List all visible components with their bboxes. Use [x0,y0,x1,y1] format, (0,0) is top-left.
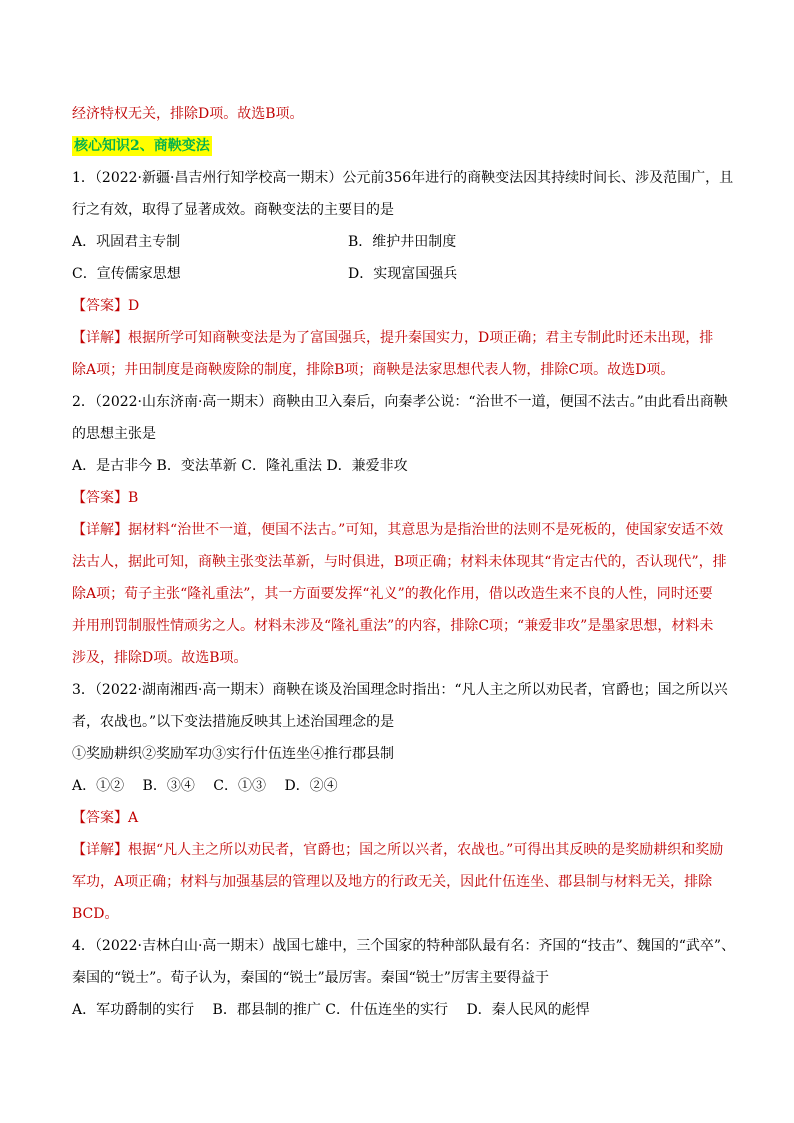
q2-detail-line-1 [72,514,732,546]
q1-answer-tag: 【答案】 [72,298,128,314]
question-3 [72,674,732,930]
q1-detail-tag: 【详解】 [72,330,128,346]
q3-detail-text-1: 根据“凡人主之所以劝民者，官爵也；国之所以兴者，农战也。”可得出其反映的是奖励耕织和奖励 [128,842,724,858]
q3-stem-line-2: 者，农战也。”以下变法措施反映其上述治国理念的是 [72,714,395,730]
q2-answer [72,482,732,514]
q1-options-row-1 [72,226,732,258]
q1-detail-line-1 [72,322,732,354]
q3-answer [72,802,732,834]
q1-stem-line-1: 1．（2022·新疆·昌吉州行知学校高一期末）公元前356年进行的商鞅变法因其持续时间长、涉及范围广，且 [72,170,734,186]
q1-option-c: C．宣传儒家思想 [72,266,181,282]
q1-options-row-2 [72,258,732,290]
q3-detail-tag: 【详解】 [72,842,128,858]
q2-stem-line-1: 2．（2022·山东济南·高一期末）商鞅由卫入秦后，向秦孝公说：“治世不一道，便国不法古。”由此看出商鞅 [72,394,728,410]
question-2 [72,386,732,674]
question-1 [72,162,732,386]
section-heading-line [72,130,732,162]
q1-option-b: B．维护井田制度 [348,234,457,250]
q4-options: A．军功爵制的实行 B．郡县制的推广 C．什伍连坐的实行 D．秦人民风的彪悍 [72,1002,590,1018]
q2-stem-line-2: 的思想主张是 [72,426,156,442]
q3-detail-line-3: BCD。 [72,906,119,922]
q2-answer-tag: 【答案】 [72,490,128,506]
q3-items: ①奖励耕织②奖励军功③实行什伍连坐④推行郡县制 [72,746,394,762]
q2-detail-line-3: 除A项；荀子主张“隆礼重法”，其一方面要发挥“礼义”的教化作用，借以改造生来不良的人性，同时还要 [72,586,713,602]
q3-stem-line-1: 3．（2022·湖南湘西·高一期末）商鞅在谈及治国理念时指出：“凡人主之所以劝民者，官爵也；国之所以兴 [72,682,728,698]
q2-detail-tag: 【详解】 [72,522,128,538]
q4-stem-line-1: 4．（2022·吉林白山·高一期末）战国七雄中，三个国家的特种部队最有名：齐国的“技击”、魏国的“武卒”、 [72,938,736,954]
q4-stem-line-2: 秦国的“锐士”。荀子认为，秦国的“锐士”最厉害。秦国“锐士”厉害主要得益于 [72,970,549,986]
q3-options: A．①② B．③④ C．①③ D．②④ [72,778,338,794]
q1-detail-line-2: 除A项；井田制度是商鞅废除的制度，排除B项；商鞅是法家思想代表人物，排除C项。故选D项。 [72,362,675,378]
q1-option-d: D．实现富国强兵 [348,266,458,282]
q2-options: A．是古非今 B．变法革新 C．隆礼重法 D．兼爱非攻 [72,458,408,474]
q2-answer-value: B [128,490,139,506]
q1-option-a: A．巩固君主专制 [72,234,181,250]
q3-answer-value: A [128,810,139,826]
q1-stem-line-2: 行之有效，取得了显著成效。商鞅变法的主要目的是 [72,202,394,218]
previous-detail-tail: 经济特权无关，排除D项。故选B项。 [72,106,304,122]
q2-detail-line-4: 并用刑罚制服性情顽劣之人。材料未涉及“隆礼重法”的内容，排除C项；“兼爱非攻”是墨家思想，材料未 [72,618,714,634]
q3-detail-line-2: 军功，A项正确；材料与加强基层的管理以及地方的行政无关，因此什伍连坐、郡县制与材料无关，排除 [72,874,713,890]
q2-detail-line-2: 法古人，据此可知，商鞅主张变法革新，与时俱进，B项正确；材料未体现其“肯定古代的，否认现代”，排 [72,554,727,570]
q2-detail-text-1: 据材料“治世不一道，便国不法古。”可知，其意思为是指治世的法则不是死板的，使国家安适不效 [128,522,724,538]
q3-detail-line-1 [72,834,732,866]
q1-detail-text-1: 根据所学可知商鞅变法是为了富国强兵，提升秦国实力，D项正确；君主专制此时还未出现，排 [128,330,714,346]
q2-detail-line-5: 涉及，排除D项。故选B项。 [72,650,248,666]
q3-answer-tag: 【答案】 [72,810,128,826]
q1-answer-value: D [128,298,140,314]
q1-answer [72,290,732,322]
section-title: 核心知识2、商鞅变法 [74,138,210,154]
document-body [72,98,736,1026]
question-4 [72,930,736,1026]
